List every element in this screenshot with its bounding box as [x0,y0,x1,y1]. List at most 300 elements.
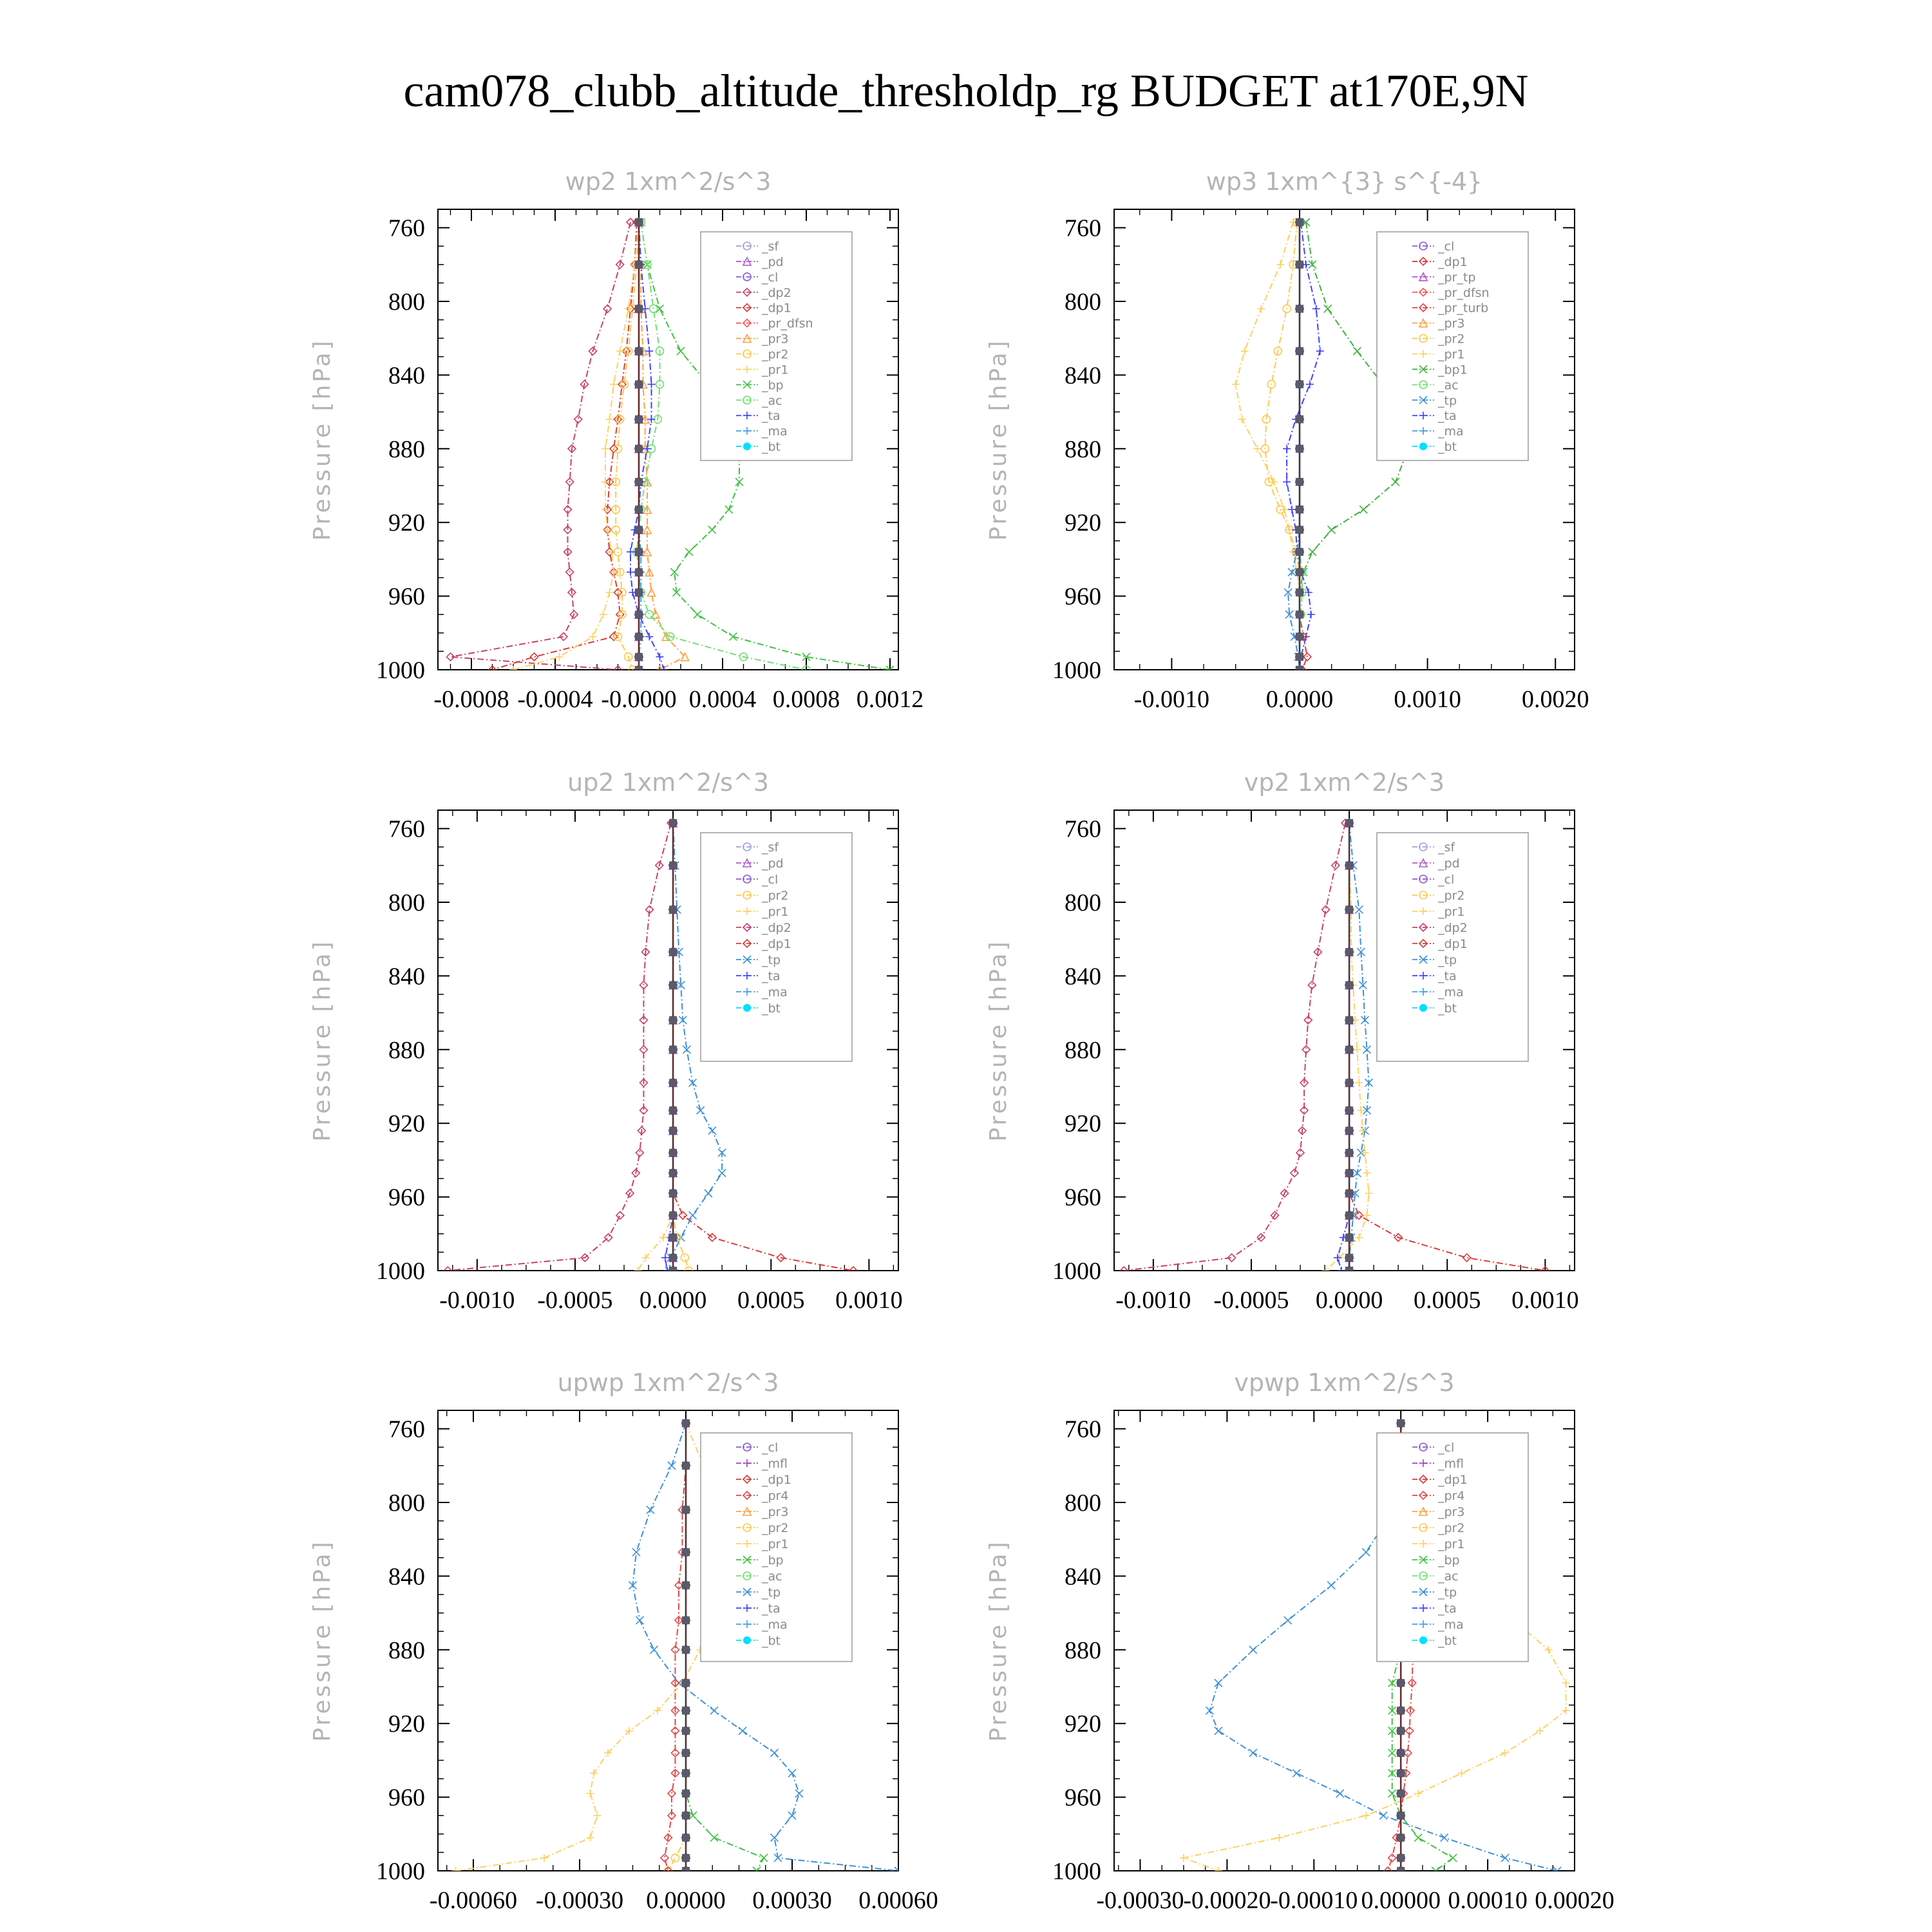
y-axis-label: Pressure [hPa] [309,338,336,541]
data-point [616,347,624,355]
x-tick-label: 0.0000 [1315,1287,1383,1314]
x-tick-label: -0.00020 [1183,1887,1271,1914]
y-tick-label: 800 [388,289,425,316]
data-point [1359,506,1367,513]
legend-label: _pr3 [762,332,789,346]
legend-label: _dp2 [1438,921,1468,935]
legend-label: _bt [762,1634,781,1648]
legend-label: _ta [1438,1602,1457,1616]
data-point [1316,347,1324,355]
data-point [1501,1749,1509,1757]
legend-label: _bp [762,378,784,393]
x-tick-label: -0.0008 [433,686,509,713]
legend-label: _sf [762,840,779,855]
zero-profile-marker [1296,445,1303,453]
zero-profile-marker [682,1769,690,1777]
data-point [1249,1646,1257,1654]
series-line-dp2 [448,823,671,1271]
y-tick-label: 1000 [376,1258,425,1285]
data-point [1355,1234,1363,1242]
y-axis-label: Pressure [hPa] [309,939,336,1142]
zero-profile-marker [682,1790,690,1797]
zero-profile-marker [1296,478,1303,486]
zero-profile-marker [1296,415,1303,423]
zero-profile-marker [635,381,643,388]
data-point [1307,611,1315,618]
zero-profile-marker [682,1646,690,1654]
data-point [627,548,634,556]
data-point [610,381,618,388]
data-point [1283,478,1291,486]
data-point [1361,1149,1368,1157]
data-point [1379,1812,1387,1819]
y-tick-label: 760 [1065,1416,1101,1443]
zero-profile-marker [669,1106,677,1114]
zero-profile-marker [682,1812,690,1819]
y-tick-label: 880 [388,435,425,463]
y-tick-label: 1000 [376,657,425,684]
x-tick-label: -0.0005 [1213,1287,1289,1314]
y-tick-label: 1000 [1052,1258,1101,1285]
y-tick-label: 800 [388,1490,425,1517]
data-point [650,1646,658,1654]
legend-label: _ta [762,409,781,424]
zero-profile-marker [1345,862,1353,869]
zero-profile-marker [1296,548,1303,556]
data-point [694,611,701,618]
zero-profile-marker [1296,666,1303,674]
data-point [647,1506,654,1513]
data-point [1463,1254,1471,1262]
data-point [1414,1834,1422,1842]
data-point [1215,1679,1222,1687]
data-point [589,633,597,641]
legend-label: _pr2 [1438,889,1465,903]
data-point [660,666,668,674]
zero-profile-marker [1345,1211,1353,1219]
data-point [1206,1707,1213,1714]
legend-label: _tp [1438,953,1457,967]
y-tick-label: 960 [1065,583,1101,611]
data-point [718,1169,726,1177]
zero-profile-marker [635,218,643,226]
legend-label: _pd [762,857,784,871]
y-axis-label: Pressure [hPa] [309,1539,336,1742]
data-point [634,1267,641,1274]
data-point [1355,905,1363,913]
data-point [1232,381,1240,388]
data-point [1353,347,1361,355]
budget-panel-2 [985,167,1589,713]
legend-label: _sf [1438,840,1455,855]
data-point [1362,1812,1370,1819]
zero-profile-marker [635,415,643,423]
data-point [1363,1169,1370,1177]
zero-profile-marker [1397,1419,1405,1427]
zero-profile-marker [1345,1254,1353,1262]
figure-title: cam078_clubb_altitude_thresholdp_rg BUDGET at170E,9N [403,65,1529,117]
legend-label: _ma [1438,1618,1464,1632]
data-point [1215,1727,1222,1735]
legend-label: _pr1 [762,363,789,377]
zero-profile-marker [669,1169,677,1177]
data-point [1501,1854,1509,1862]
y-tick-label: 760 [388,214,425,242]
legend-label: _ta [762,969,781,983]
data-point [656,653,664,661]
zero-profile-marker [669,1127,677,1135]
data-point [1253,445,1261,453]
data-point [594,1812,601,1819]
data-point [1334,1254,1341,1262]
legend-marker [743,1636,751,1644]
zero-profile-marker [1296,526,1303,534]
zero-profile-marker [682,1419,690,1427]
zero-profile-marker [1296,305,1303,312]
y-tick-label: 760 [1065,214,1101,242]
zero-profile-marker [1345,1106,1353,1114]
legend-label: _dp1 [1438,937,1468,951]
legend-label: _mfl [762,1457,788,1471]
zero-profile-marker [1296,589,1303,596]
x-tick-label: 0.0005 [1413,1287,1481,1314]
zero-profile-marker [1345,948,1353,956]
zero-profile-marker [669,981,677,989]
zero-profile-marker [1397,1812,1405,1819]
y-tick-label: 880 [1065,1636,1101,1664]
legend-label: _cl [1438,1441,1455,1455]
legend-label: _dp2 [762,921,791,935]
zero-profile-marker [635,347,643,355]
zero-profile-marker [1296,218,1303,226]
zero-profile-marker [669,819,677,827]
data-point [603,305,611,312]
x-tick-label: -0.0010 [1115,1287,1191,1314]
data-point [685,548,693,556]
legend-label: _pr1 [1438,905,1465,919]
x-tick-label: 0.0020 [1521,686,1589,713]
legend-label: _dp1 [762,1473,791,1487]
zero-profile-marker [1345,1079,1353,1086]
zero-profile-marker [669,1254,677,1262]
zero-profile-marker [635,506,643,513]
legend-label: _pr1 [1438,347,1465,362]
zero-profile-marker [635,478,643,486]
data-point [1283,445,1291,453]
legend-label: _bp [762,1553,784,1567]
data-point [1392,478,1399,486]
zero-profile-marker [1345,1169,1353,1177]
zero-profile-marker [1397,1867,1405,1875]
zero-profile-marker [1397,1727,1405,1735]
legend-marker [1419,442,1427,450]
zero-profile-marker [669,862,677,869]
legend-label: _pr2 [762,347,789,362]
data-point [672,1854,679,1862]
y-axis-label: Pressure [hPa] [985,1539,1012,1742]
legend-label: _bt [762,440,781,455]
data-point [1353,1046,1361,1054]
data-point [1458,1769,1466,1777]
zero-profile-marker [635,633,643,641]
data-point [1355,1079,1363,1086]
legend-label: _ma [762,985,788,999]
zero-profile-marker [1397,1679,1405,1687]
data-point [677,347,685,355]
zero-profile-marker [682,1616,690,1624]
data-point [668,1462,676,1470]
data-point [1365,1189,1373,1197]
zero-profile-marker [635,589,643,596]
data-point [1180,1854,1188,1862]
zero-profile-marker [635,666,643,674]
legend-label: _cl [1438,240,1455,254]
y-tick-label: 920 [1065,1710,1101,1738]
y-tick-label: 920 [388,1710,425,1738]
x-tick-label: -0.00030 [535,1887,624,1914]
y-tick-label: 840 [1065,963,1101,990]
zero-profile-marker [1397,1834,1405,1842]
data-point [1312,305,1320,312]
legend-label: _sf [762,240,779,254]
data-point [540,1854,548,1862]
legend-label: _ac [762,1569,782,1584]
y-tick-label: 920 [1065,1110,1101,1138]
legend [1377,232,1528,460]
legend-label: _cl [762,1441,779,1455]
y-axis-label: Pressure [hPa] [985,338,1012,541]
legend-label: _pd [762,254,784,269]
zero-profile-marker [669,1046,677,1054]
legend-label: _pr2 [1438,332,1465,346]
x-tick-label: 0.0010 [835,1287,903,1314]
data-point [661,1854,668,1862]
y-tick-label: 760 [1065,815,1101,843]
legend-label: _pd [1438,857,1460,871]
data-point [1276,261,1284,269]
zero-profile-marker [635,526,643,534]
legend-label: _bp1 [1438,363,1468,377]
x-tick-label: 0.00000 [646,1887,726,1914]
zero-profile-marker [669,1211,677,1219]
data-point [1275,1834,1283,1842]
zero-profile-marker [1397,1790,1405,1797]
data-point [587,1834,594,1842]
y-tick-label: 1000 [376,1858,425,1885]
data-point [1215,1867,1222,1875]
data-point [1336,1790,1344,1797]
zero-profile-marker [1345,1046,1353,1054]
data-point [648,381,656,388]
legend-label: _ac [1438,378,1459,393]
data-point [679,1211,687,1219]
series-line-dp2 [1124,823,1345,1271]
y-tick-label: 920 [388,1110,425,1138]
legend-label: _cl [1438,873,1455,887]
legend-label: _cl [762,873,779,887]
x-tick-label: 0.00030 [752,1887,832,1914]
y-tick-label: 960 [388,1184,425,1211]
y-tick-label: 880 [388,1636,425,1664]
data-point [1241,347,1249,355]
legend-label: _bt [762,1001,781,1016]
budget-panel-6 [985,1368,1615,1914]
data-point [1388,1790,1396,1797]
data-point [645,633,653,641]
data-point [556,653,564,661]
zero-profile-marker [635,445,643,453]
zero-profile-marker [1345,1127,1353,1135]
legend-label: _pr2 [762,889,789,903]
legend-label: _pr1 [1438,1537,1465,1551]
data-point [725,506,733,513]
data-point [710,1707,718,1714]
legend-label: _tp [762,1586,781,1600]
data-point [659,1234,667,1242]
data-point [1362,1548,1370,1556]
y-tick-label: 920 [1065,509,1101,537]
zero-profile-marker [635,261,643,269]
zero-profile-marker [669,905,677,913]
series-line-dp2 [451,222,631,670]
legend [701,833,852,1061]
legend [701,1433,852,1662]
legend-label: _pr_tp [1438,270,1476,285]
data-point [1324,305,1332,312]
data-point [1562,1679,1570,1687]
x-tick-label: 0.0008 [772,686,840,713]
data-point [616,1211,624,1219]
data-point [1296,1149,1304,1157]
data-point [739,1727,746,1735]
legend-label: _pr3 [1438,316,1465,331]
legend-label: _mfl [1438,1457,1464,1471]
x-tick-label: 0.0005 [737,1287,805,1314]
legend-label: _pr1 [762,1537,789,1551]
x-tick-label: -0.0005 [537,1287,613,1314]
data-point [509,666,517,674]
zero-profile-marker [682,1854,690,1862]
y-tick-label: 880 [388,1036,425,1064]
legend-label: _dp1 [762,937,791,951]
budget-panel-3 [309,768,903,1314]
zero-profile-marker [1345,1189,1353,1197]
x-tick-label: -0.0000 [601,686,677,713]
legend-label: _bt [1438,1001,1457,1016]
data-point [587,1790,594,1797]
data-point [710,1834,718,1842]
x-tick-label: 0.00060 [858,1887,938,1914]
y-tick-label: 800 [388,889,425,916]
data-point [1414,1790,1422,1797]
zero-profile-marker [1296,261,1303,269]
data-point [1536,1727,1544,1735]
x-tick-label: 0.0004 [688,686,757,713]
x-tick-label: 0.0010 [1394,686,1461,713]
zero-profile-marker [669,1234,677,1242]
zero-profile-marker [1296,381,1303,388]
zero-profile-marker [635,305,643,312]
legend-label: _bp [1438,1553,1460,1567]
legend-label: _ac [762,393,782,408]
data-point [735,478,743,486]
y-tick-label: 840 [1065,1563,1101,1591]
x-tick-label: 0.0012 [856,686,924,713]
y-tick-label: 800 [1065,1490,1101,1517]
zero-profile-marker [1296,506,1303,513]
data-point [590,1769,598,1777]
zero-profile-marker [669,1189,677,1197]
legend-label: _pr_dfsn [762,316,813,331]
legend-label: _pr3 [1438,1505,1465,1519]
data-point [1441,1834,1448,1842]
zero-profile-marker [669,1016,677,1024]
legend-label: _bt [1438,440,1457,455]
legend-label: _ma [762,424,788,439]
data-point [632,1548,640,1556]
panel-title: wp3 1xm^{3} s^{-4} [1206,167,1483,196]
zero-profile-marker [1397,1749,1405,1757]
y-tick-label: 760 [388,1416,425,1443]
data-point [645,611,653,618]
data-point [1545,1646,1553,1654]
y-tick-label: 760 [388,815,425,843]
legend-label: _pr4 [762,1489,789,1503]
x-tick-label: 0.00000 [1361,1887,1441,1914]
y-tick-label: 840 [388,362,425,390]
zero-profile-marker [669,948,677,956]
panel-title: vp2 1xm^2/s^3 [1244,768,1445,797]
y-tick-label: 840 [1065,362,1101,390]
data-point [636,1616,644,1624]
zero-profile-marker [1345,819,1353,827]
zero-profile-marker [682,1462,690,1470]
zero-profile-marker [1345,1149,1353,1157]
zero-profile-marker [1296,633,1303,641]
legend-label: _ta [1438,409,1457,424]
data-point [771,1749,779,1757]
legend-label: _pr4 [1438,1489,1465,1503]
zero-profile-marker [669,1079,677,1086]
y-tick-label: 880 [1065,1036,1101,1064]
zero-profile-marker [1345,905,1353,913]
panel-title: up2 1xm^2/s^3 [567,768,769,797]
data-point [1249,1749,1257,1757]
data-point [1309,548,1316,556]
legend-label: _cl [762,270,779,285]
legend-label: _ma [762,1618,788,1632]
x-tick-label: 0.00020 [1535,1887,1615,1914]
y-tick-label: 960 [388,1784,425,1812]
legend-label: _ma [1438,424,1464,439]
zero-profile-marker [682,1582,690,1589]
y-tick-label: 960 [1065,1184,1101,1211]
zero-profile-marker [682,1548,690,1556]
zero-profile-marker [635,548,643,556]
data-point [1328,526,1336,534]
legend-label: _ta [762,1602,781,1616]
legend-label: _pr_dfsn [1438,285,1490,300]
zero-profile-marker [1397,1769,1405,1777]
x-tick-label: -0.00060 [429,1887,518,1914]
data-point [681,1254,688,1262]
legend-label: _pr1 [762,905,789,919]
zero-profile-marker [1397,1854,1405,1862]
x-tick-label: 0.0010 [1511,1287,1579,1314]
zero-profile-marker [1345,1016,1353,1024]
zero-profile-marker [1345,981,1353,989]
data-point [760,1854,768,1862]
